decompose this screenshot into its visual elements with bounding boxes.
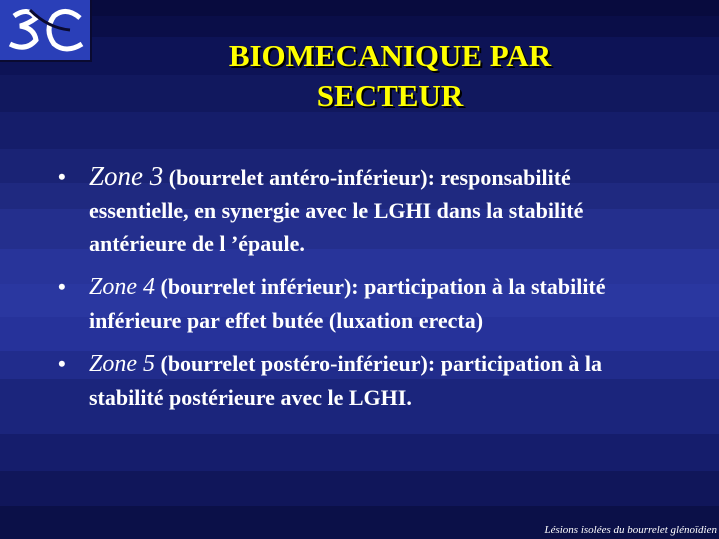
slide-title-line1: BIOMECANIQUE PAR	[228, 38, 552, 73]
bullet-text: (bourrelet postéro-inférieur): participation à la stabilité postérieure avec le LGHI.	[89, 351, 603, 410]
slide-title-line2: SECTEUR	[316, 78, 464, 113]
bullet-list	[56, 160, 656, 424]
slide-title	[0, 36, 719, 116]
footer-caption: Lésions isolées du bourrelet glénoïdien	[544, 524, 717, 536]
bullet-text: (bourrelet antéro-inférieur): responsabilité essentielle, en synergie avec le LGHI dans la stabilité antérieure de l ’épaule.	[89, 165, 584, 256]
bullet-zone-3	[56, 160, 656, 260]
bullet-zone-4	[56, 270, 656, 337]
bullet-icon: •	[58, 351, 66, 376]
bullet-icon: •	[58, 274, 66, 299]
bullet-icon: •	[58, 164, 66, 189]
zone-label: Zone 5	[89, 351, 155, 377]
zone-label: Zone 3	[89, 161, 164, 191]
zone-label: Zone 4	[89, 274, 155, 300]
bullet-text: (bourrelet inférieur): participation à la stabilité inférieure par effet butée (luxation erecta)	[89, 274, 606, 333]
bullet-zone-5	[56, 347, 656, 414]
